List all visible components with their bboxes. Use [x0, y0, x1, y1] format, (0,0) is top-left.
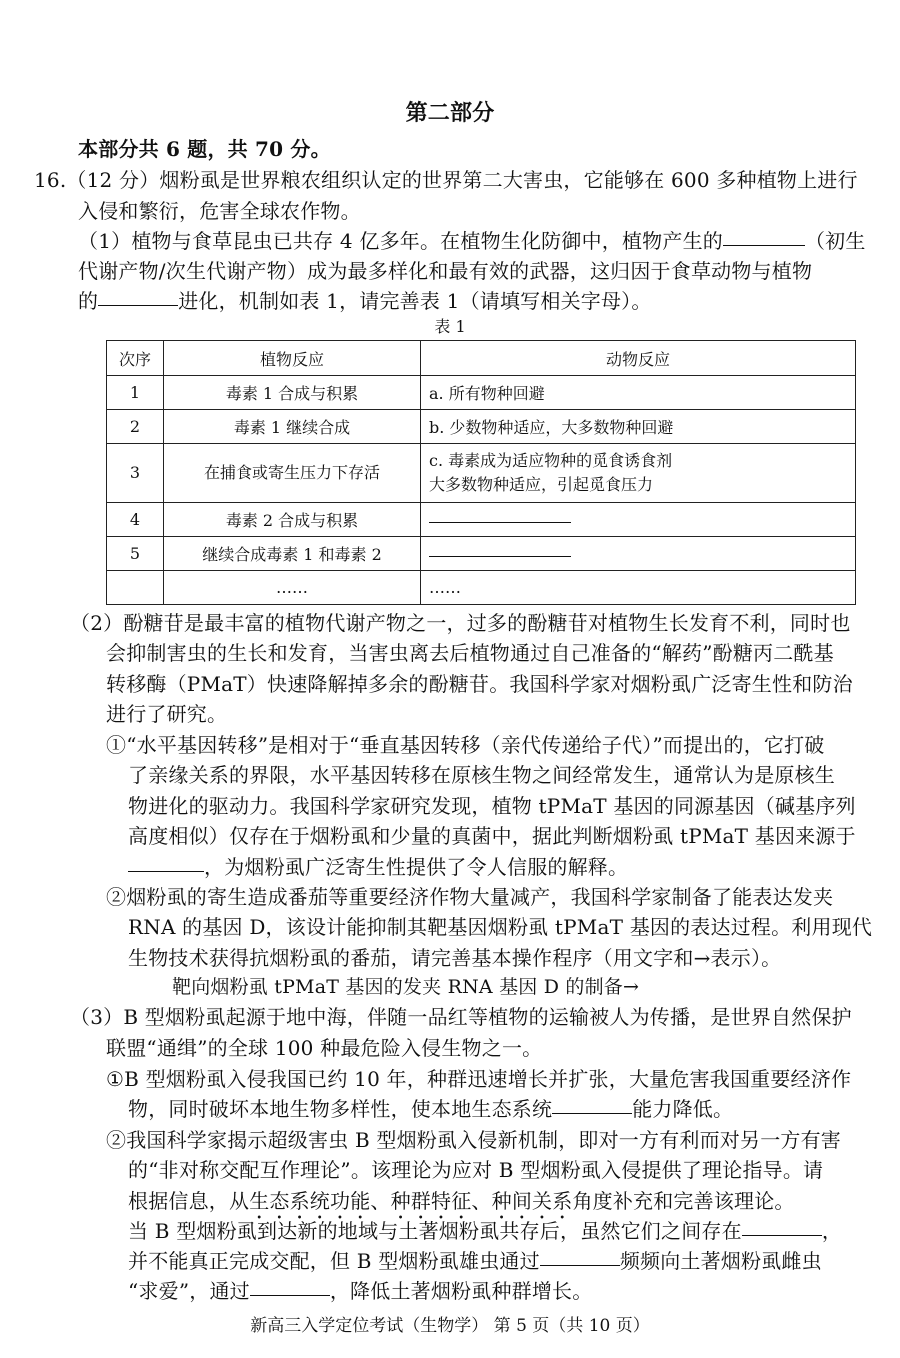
part2-a-line1: ①“水平基因转移”是相对于“垂直基因转移（亲代传递给子代）”而提出的，它打破	[106, 733, 825, 757]
cell-order: 5	[107, 537, 164, 571]
part1-line1: （1）植物与食草昆虫已共存 4 亿多年。在植物生化防御中，植物产生的 （初生	[78, 229, 866, 253]
cell-order: 3	[107, 444, 164, 503]
part3-line2: 联盟“通缉”的全球 100 种最危险入侵生物之一。	[106, 1036, 543, 1060]
emphasis-interspecific-relations: 种间关系	[491, 1189, 573, 1213]
header-order: 次序	[107, 341, 164, 376]
emphasis-ecosystem-function: 生态系统功能	[249, 1189, 371, 1213]
part2-a-line4: 高度相似）仅存在于烟粉虱和少量的真菌中，据此判断烟粉虱 tPMaT 基因来源于	[128, 824, 856, 848]
part3-a-line2: 物，同时破坏本地生物多样性，使本地生态系统 能力降低。	[128, 1097, 734, 1121]
part2-b-line1: ②烟粉虱的寄生造成番茄等重要经济作物大量减产，我国科学家制备了能表达发夹	[106, 885, 834, 909]
table-row	[107, 376, 856, 410]
part3-b-line2: 的“非对称交配互作理论”。该理论为应对 B 型烟粉虱入侵提供了理论指导。请	[128, 1158, 824, 1182]
table-row	[107, 503, 856, 537]
part2-a-line2: 了亲缘关系的界限，水平基因转移在原核生物之间经常发生，通常认为是原核生	[128, 763, 835, 787]
cell-plant: 毒素 1 合成与积累	[164, 376, 421, 410]
table-row	[107, 537, 856, 571]
cell-plant: 继续合成毒素 1 和毒素 2	[164, 537, 421, 571]
part2-b-line2: RNA 的基因 D，该设计能抑制其靶基因烟粉虱 tPMaT 基因的表达过程。利用现代	[128, 915, 873, 939]
cell-order: 4	[107, 503, 164, 537]
part3-line1: （3）B 型烟粉虱起源于地中海，伴随一品红等植物的运输被人为传播，是世界自然保护	[70, 1005, 852, 1029]
part3-b-line3: 根据信息，从生态系统功能、种群特征、种间关系角度补充和完善该理论。	[128, 1189, 795, 1213]
part2-b-line4: 靶向烟粉虱 tPMaT 基因的发夹 RNA 基因 D 的制备→	[172, 976, 640, 998]
cell-animal	[421, 503, 856, 537]
part2-a-line5: ，为烟粉虱广泛寄生性提供了令人信服的解释。	[128, 852, 628, 882]
answer-blank[interactable]	[723, 244, 805, 246]
cell-order: 1	[107, 376, 164, 410]
part3-b-line4: 当 B 型烟粉虱到达新的地域与土著烟粉虱共存后，虽然它们之间存在 ，	[128, 1219, 843, 1243]
section-title: 第二部分	[405, 100, 495, 126]
part3-a-line1: ①B 型烟粉虱入侵我国已约 10 年，种群迅速增长并扩张，大量危害我国重要经济作	[106, 1067, 852, 1091]
cell-animal: b. 少数物种适应，大多数物种回避	[421, 410, 856, 444]
answer-blank[interactable]	[552, 1112, 632, 1114]
cell-animal: ……	[421, 571, 856, 605]
part1-line2: 代谢产物/次生代谢产物）成为最多样化和最有效的武器，这归因于食草动物与植物	[78, 259, 813, 283]
part2-line1: （2）酚糖苷是最丰富的植物代谢产物之一，过多的酚糖苷对植物生长发育不利，同时也	[70, 611, 851, 635]
table-1	[106, 340, 856, 605]
cell-animal	[421, 537, 856, 571]
part1-line3: 的 进化，机制如表 1，请完善表 1（请填写相关字母）。	[78, 289, 652, 313]
answer-blank[interactable]	[540, 1264, 620, 1266]
answer-blank[interactable]	[742, 1234, 822, 1236]
part3-b-line6: “求爱”，通过 ，降低土著烟粉虱种群增长。	[128, 1279, 593, 1303]
question-16-stem-line2: 入侵和繁衍，危害全球农作物。	[78, 199, 361, 223]
page-footer: 新高三入学定位考试（生物学） 第 5 页（共 10 页）	[250, 1316, 650, 1336]
part3-b-line5: 并不能真正完成交配，但 B 型烟粉虱雄虫通过 频频向土著烟粉虱雌虫	[128, 1249, 822, 1273]
header-plant: 植物反应	[164, 341, 421, 376]
cell-plant: 毒素 1 继续合成	[164, 410, 421, 444]
cell-animal: a. 所有物种回避	[421, 376, 856, 410]
part2-line3: 转移酶（PMaT）快速降解掉多余的酚糖苷。我国科学家对烟粉虱广泛寄生性和防治	[106, 672, 853, 696]
cell-plant: 毒素 2 合成与积累	[164, 503, 421, 537]
section-intro: 本部分共 6 题，共 70 分。	[78, 137, 331, 161]
part3-b-line1: ②我国科学家揭示超级害虫 B 型烟粉虱入侵新机制，即对一方有利而对另一方有害	[106, 1128, 842, 1152]
part2-b-line3: 生物技术获得抗烟粉虱的番茄，请完善基本操作程序（用文字和→表示）。	[128, 946, 782, 970]
cell-order	[107, 571, 164, 605]
cell-order: 2	[107, 410, 164, 444]
cell-animal: c. 毒素成为适应物种的觅食诱食剂 大多数物种适应，引起觅食压力	[421, 444, 856, 503]
table-row	[107, 444, 856, 503]
answer-blank[interactable]	[128, 870, 204, 872]
answer-blank[interactable]	[429, 521, 571, 523]
question-16-stem-line1: 16.（12 分）烟粉虱是世界粮农组织认定的世界第二大害虫，它能够在 600 多种植物上进行	[34, 168, 858, 192]
answer-blank[interactable]	[429, 555, 571, 557]
table-row	[107, 410, 856, 444]
table-header-row	[107, 341, 856, 376]
cell-plant: 在捕食或寄生压力下存活	[164, 444, 421, 503]
answer-blank[interactable]	[250, 1294, 330, 1296]
table-caption: 表 1	[434, 317, 466, 336]
part2-line2: 会抑制害虫的生长和发育，当害虫离去后植物通过自己准备的“解药”酚糖丙二酰基	[106, 641, 834, 665]
answer-blank[interactable]	[98, 304, 178, 306]
cell-plant: ……	[164, 571, 421, 605]
part2-line4: 进行了研究。	[106, 702, 228, 726]
header-animal: 动物反应	[421, 341, 856, 376]
table-row	[107, 571, 856, 605]
part2-a-line3: 物进化的驱动力。我国科学家研究发现，植物 tPMaT 基因的同源基因（碱基序列	[128, 794, 856, 818]
emphasis-population-traits: 种群特征	[390, 1189, 472, 1213]
